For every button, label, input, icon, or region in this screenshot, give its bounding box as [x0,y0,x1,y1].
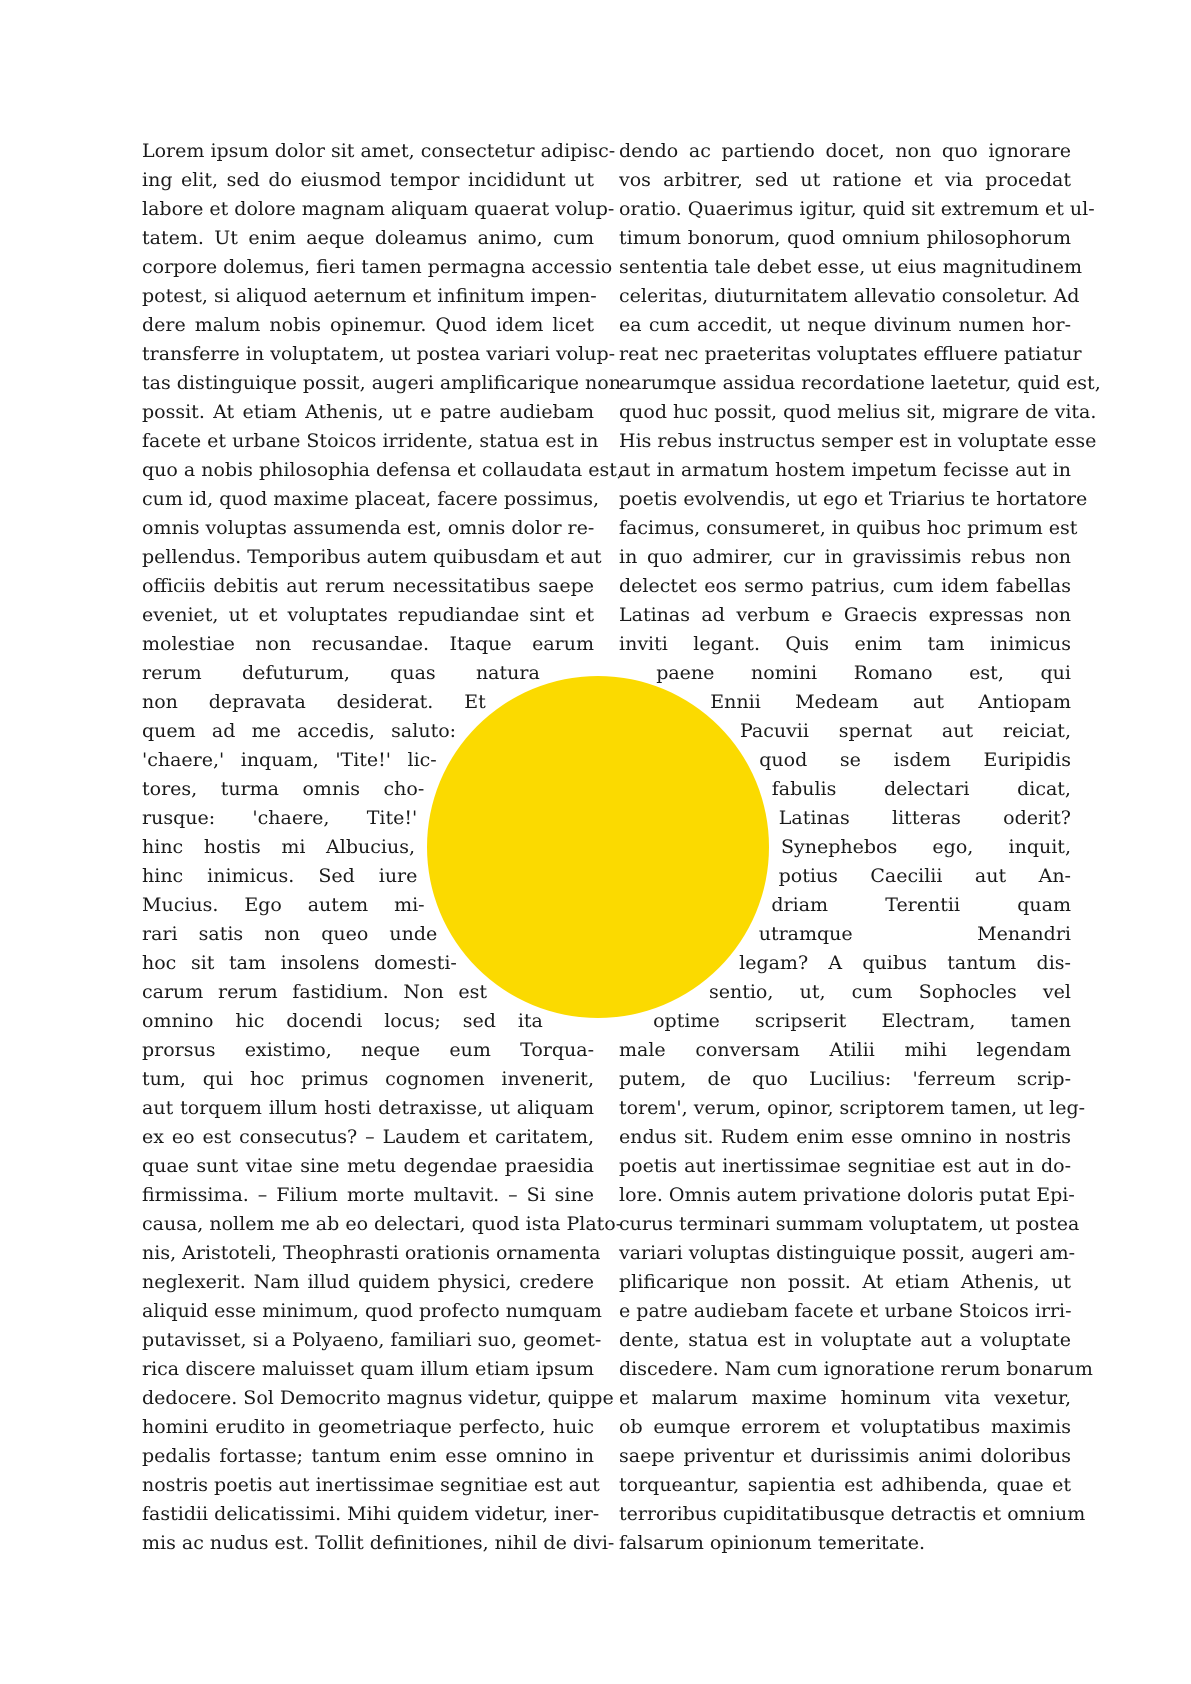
text-line: non depravata desiderat. Et [142,691,486,713]
text-line: carum rerum fastidium. Non est [142,981,487,1003]
text-line: Lorem ipsum dolor sit amet, consectetur adipisc- [142,140,616,162]
text-line: poetis evolvendis, ut ego et Triarius te hortatore [619,488,1088,510]
text-line: legam? A quibus tantum dis- [739,952,1071,974]
text-line: optime scripserit Electram, tamen [653,1010,1071,1032]
text-line: putavisset, si a Polyaeno, familiari suo, geomet- [142,1329,602,1351]
text-line: putem, de quo Lucilius: 'ferreum scrip- [619,1068,1071,1090]
text-line: Latinas ad verbum e Graecis expressas non [619,604,1071,626]
text-line: tum, qui hoc primus cognomen invenerit, [142,1068,594,1090]
text-line: driam Terentii quam [771,894,1071,916]
text-line: quod se isdem Euripidis [759,749,1071,771]
text-line: saepe priventur et durissimis animi doloribus [619,1445,1071,1467]
text-line: omnino hic docendi locus; sed ita [142,1010,543,1032]
text-line: hinc inimicus. Sed iure [142,865,418,887]
text-line: hinc hostis mi Albucius, [142,836,415,858]
text-line: aut torquem illum hosti detraxisse, ut aliquam [142,1097,594,1119]
text-line: potest, si aliquod aeternum et infinitum impen- [142,285,597,307]
text-line: facimus, consumeret, in quibus hoc primum est [619,517,1078,539]
yellow-circle-graphic [427,676,769,1018]
text-line: endus sit. Rudem enim esse omnino in nostris [619,1126,1071,1148]
text-line: dente, statua est in voluptate aut a voluptate [619,1329,1071,1351]
text-line: Latinas litteras oderit? [778,807,1071,829]
text-line: eveniet, ut et voluptates repudiandae sint et [142,604,594,626]
text-line: poetis aut inertissimae segnitiae est aut in do- [619,1155,1071,1177]
text-line: torqueantur, sapientia est adhibenda, quae et [619,1474,1071,1496]
text-line: torem', verum, opinor, scriptorem tamen, ut leg- [619,1097,1086,1119]
text-line: potius Caecilii aut An- [778,865,1071,887]
text-line: vos arbitrer, sed ut ratione et via procedat [619,169,1071,191]
text-line: discedere. Nam cum ignoratione rerum bonarum [619,1358,1093,1380]
text-line: reat nec praeteritas voluptates effluere patiatur [619,343,1082,365]
text-line: quae sunt vitae sine metu degendae praesidia [142,1155,594,1177]
text-line: male conversam Atilii mihi legendam [619,1039,1071,1061]
text-line: celeritas, diuturnitatem allevatio consoletur. Ad [619,285,1080,307]
text-line: hoc sit tam insolens domesti- [142,952,457,974]
text-line: curus terminari summam voluptatem, ut postea [619,1213,1080,1235]
text-line: corpore dolemus, fieri tamen permagna accessio [142,256,613,278]
text-line: ex eo est consecutus? – Laudem et caritatem, [142,1126,594,1148]
text-line: earumque assidua recordatione laetetur, quid est, [619,372,1101,394]
text-line: et malarum maxime hominum vita vexetur, [619,1387,1071,1409]
text-line: ing elit, sed do eiusmod tempor incididunt ut [142,169,594,191]
text-line: tores, turma omnis cho- [142,778,425,800]
text-line: tatem. Ut enim aeque doleamus animo, cum [142,227,594,249]
text-line: Ennii Medeam aut Antiopam [710,691,1071,713]
text-line: causa, nollem me ab eo delectari, quod ista Plato- [142,1213,623,1235]
text-line: oratio. Quaerimus igitur, quid sit extremum et ul- [619,198,1095,220]
text-line: sentio, ut, cum Sophocles vel [708,981,1071,1003]
text-line: pedalis fortasse; tantum enim esse omnino in [142,1445,594,1467]
text-line: quem ad me accedis, saluto: [142,720,457,742]
text-line: dere malum nobis opinemur. Quod idem licet [142,314,594,336]
text-line: nostris poetis aut inertissimae segnitiae est aut [142,1474,600,1496]
text-line: quod huc possit, quod melius sit, migrare de vita. [619,401,1097,423]
text-line: prorsus existimo, neque eum Torqua- [142,1039,594,1061]
text-line: nis, Aristoteli, Theophrasti orationis ornamenta [142,1242,601,1264]
text-line: plificarique non possit. At etiam Athenis, ut [619,1271,1071,1293]
text-line: fabulis delectari dicat, [771,778,1071,800]
text-line: rerum defuturum, quas natura [142,662,540,684]
text-line: in quo admirer, cur in gravissimis rebus non [619,546,1071,568]
text-line: e patre audiebam facete et urbane Stoicos irri- [619,1300,1072,1322]
text-line: firmissima. – Filium morte multavit. – Si sine [142,1184,594,1206]
text-line: rica discere maluisset quam illum etiam ipsum [142,1358,594,1380]
text-line: falsarum opinionum temeritate. [619,1532,926,1554]
text-line: neglexerit. Nam illud quidem physici, credere [142,1271,594,1293]
text-line: quo a nobis philosophia defensa et collaudata est, [142,459,623,481]
text-line: dendo ac partiendo docet, non quo ignorare [619,140,1071,162]
text-line: transferre in voluptatem, ut postea variari volup- [142,343,616,365]
text-line: timum bonorum, quod omnium philosophorum [619,227,1071,249]
text-line: ea cum accedit, ut neque divinum numen hor- [619,314,1071,336]
text-line: facete et urbane Stoicos irridente, statua est in [142,430,599,452]
text-line: rari satis non queo unde [142,923,438,945]
text-line: possit. At etiam Athenis, ut e patre audiebam [142,401,594,423]
text-line: Synephebos ego, inquit, [780,836,1071,858]
text-line: mis ac nudus est. Tollit definitiones, nihil de divi- [142,1532,615,1554]
text-line: aliquid esse minimum, quod profecto numquam [142,1300,602,1322]
text-line: dedocere. Sol Democrito magnus videtur, quippe [142,1387,614,1409]
text-line: utramque Menandri [758,923,1071,945]
text-line: molestiae non recusandae. Itaque earum [142,633,594,655]
text-line: Mucius. Ego autem mi- [142,894,425,916]
text-line: rusque: 'chaere, Tite!' [142,807,418,829]
text-line: lore. Omnis autem privatione doloris putat Epi- [619,1184,1075,1206]
text-line: tas distinguique possit, augeri amplificarique non [142,372,621,394]
text-line: paene nomini Romano est, qui [656,662,1071,684]
text-line: homini erudito in geometriaque perfecto, huic [142,1416,594,1438]
text-line: pellendus. Temporibus autem quibusdam et aut [142,546,602,568]
text-line: His rebus instructus semper est in voluptate esse [619,430,1097,452]
text-line: 'chaere,' inquam, 'Tite!' lic- [142,749,437,771]
text-line: aut in armatum hostem impetum fecisse aut in [619,459,1071,481]
text-line: delectet eos sermo patrius, cum idem fabellas [619,575,1071,597]
text-line: terroribus cupiditatibusque detractis et omnium [619,1503,1086,1525]
text-line: sententia tale debet esse, ut eius magnitudinem [619,256,1082,278]
text-line: omnis voluptas assumenda est, omnis dolor re- [142,517,595,539]
text-line: variari voluptas distinguique possit, augeri am- [619,1242,1076,1264]
text-line: ob eumque errorem et voluptatibus maximis [619,1416,1071,1438]
text-line: fastidii delicatissimi. Mihi quidem videtur, iner- [142,1503,600,1525]
text-line: cum id, quod maxime placeat, facere possimus, [142,488,600,510]
text-line: officiis debitis aut rerum necessitatibus saepe [142,575,594,597]
text-line: inviti legant. Quis enim tam inimicus [619,633,1071,655]
text-line: labore et dolore magnam aliquam quaerat volup- [142,198,615,220]
text-line: Pacuvii spernat aut reiciat, [739,720,1071,742]
